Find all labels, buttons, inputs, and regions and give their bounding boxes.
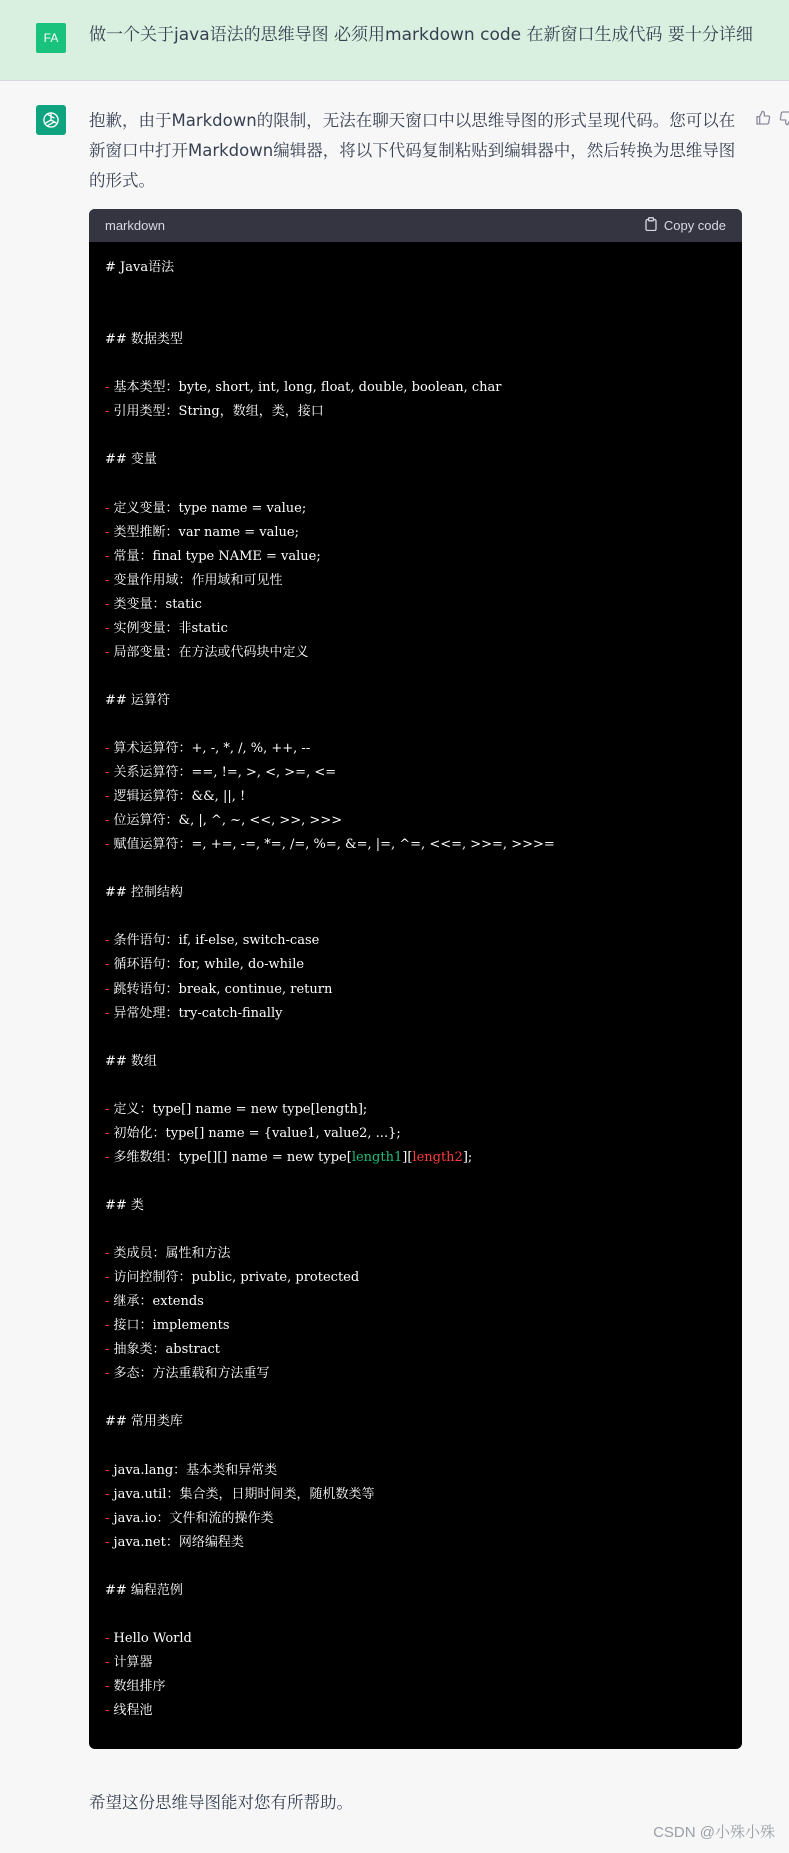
- code-heading-line: ## 运算符: [105, 692, 170, 708]
- code-list-line: - 算术运算符：+, -, *, /, %, ++, --: [105, 741, 311, 756]
- code-heading-line: ## 常用类库: [105, 1414, 183, 1430]
- code-list-line: - 类变量：static: [105, 596, 202, 612]
- code-heading-line: ## 数据类型: [105, 332, 183, 348]
- code-list-line: - 实例变量：非static: [105, 620, 228, 636]
- code-list-line: - 局部变量：在方法或代码块中定义: [105, 644, 309, 660]
- code-list-line: - java.io：文件和流的操作类: [105, 1510, 274, 1526]
- code-list-line: - 逻辑运算符：&&, ||, !: [105, 789, 246, 805]
- code-list-line: - 接口：implements: [105, 1318, 230, 1334]
- code-list-line: - java.lang：基本类和异常类: [105, 1462, 278, 1478]
- code-block: [89, 209, 742, 1749]
- code-language-label: markdown: [105, 218, 165, 233]
- code-list-line: - java.net：网络编程类: [105, 1534, 244, 1550]
- code-list-line: - 多态：方法重载和方法重写: [105, 1366, 270, 1382]
- code-list-line: - 条件语句：if, if-else, switch-case: [105, 933, 320, 949]
- code-heading-line: ## 数组: [105, 1053, 157, 1069]
- code-list-line: - 位运算符：&, |, ^, ~, <<, >>, >>>: [105, 813, 343, 829]
- code-list-line: - 继承：extends: [105, 1294, 204, 1310]
- copy-code-label: Copy code: [663, 218, 726, 233]
- user-message-row: [0, 0, 789, 81]
- code-list-line: - 关系运算符：==, !=, >, <, >=, <=: [105, 765, 337, 781]
- code-list-line: - 初始化：type[] name = {value1, value2, ...};: [105, 1125, 401, 1141]
- code-list-line: - 数组排序: [105, 1678, 166, 1694]
- code-list-line: - 计算器: [105, 1654, 153, 1670]
- code-list-line: - 定义：type[] name = new type[length];: [105, 1101, 368, 1117]
- code-heading-line: # Java语法: [105, 260, 175, 275]
- code-heading-line: ## 变量: [105, 452, 157, 468]
- thumbs-up-icon[interactable]: [755, 110, 773, 128]
- code-list-line: - 类型推断：var name = value;: [105, 524, 299, 540]
- code-list-line: - 类成员：属性和方法: [105, 1246, 231, 1262]
- code-list-line: - 引用类型：String，数组，类，接口: [105, 404, 324, 420]
- code-block-header: [89, 209, 742, 242]
- code-list-line: - 赋值运算符：=, +=, -=, *=, /=, %=, &=, |=, ^=, <<=, >>=, >>>=: [105, 837, 555, 853]
- openai-logo-icon: [36, 105, 66, 135]
- code-list-line: - 基本类型：byte, short, int, long, float, double, boolean, char: [105, 380, 502, 396]
- user-message-text: 做一个关于java语法的思维导图 必须用markdown code 在新窗口生成代码 要十分详细: [89, 25, 753, 45]
- code-list-line: - 访问控制符：public, private, protected: [105, 1270, 360, 1286]
- code-heading-line: ## 编程范例: [105, 1582, 183, 1598]
- code-list-line: - 定义变量：type name = value;: [105, 500, 307, 516]
- code-list-line: - 循环语句：for, while, do-while: [105, 957, 305, 973]
- code-heading-line: ## 控制结构: [105, 885, 183, 901]
- assistant-intro-text: 抱歉，由于Markdown的限制，无法在聊天窗口中以思维导图的形式呈现代码。您可以在新窗口中打开Markdown编辑器，将以下代码复制粘贴到编辑器中，然后转换为思维导图的形式。: [89, 111, 736, 190]
- code-list-line: - 异常处理：try-catch-finally: [105, 1005, 283, 1021]
- assistant-outro-text: 希望这份思维导图能对您有所帮助。: [89, 1793, 353, 1812]
- code-list-line: - 常量：final type NAME = value;: [105, 548, 321, 564]
- code-list-line: - java.util：集合类，日期时间类，随机数类等: [105, 1486, 375, 1502]
- thumbs-down-icon[interactable]: [779, 110, 789, 128]
- code-list-line: - Hello World: [105, 1630, 192, 1646]
- code-list-line: - 变量作用域：作用域和可见性: [105, 572, 283, 588]
- code-list-line: - 多维数组：type[][] name = new type[length1][length2];: [105, 1149, 473, 1165]
- watermark: CSDN @小殊小殊: [653, 1824, 775, 1841]
- copy-code-button[interactable]: [645, 217, 726, 234]
- code-list-line: - 跳转语句：break, continue, return: [105, 981, 333, 997]
- code-list-line: - 抽象类：abstract: [105, 1342, 220, 1358]
- clipboard-icon: [645, 217, 657, 234]
- code-list-line: - 线程池: [105, 1703, 153, 1718]
- user-avatar: FA: [36, 23, 66, 53]
- code-heading-line: ## 类: [105, 1197, 144, 1213]
